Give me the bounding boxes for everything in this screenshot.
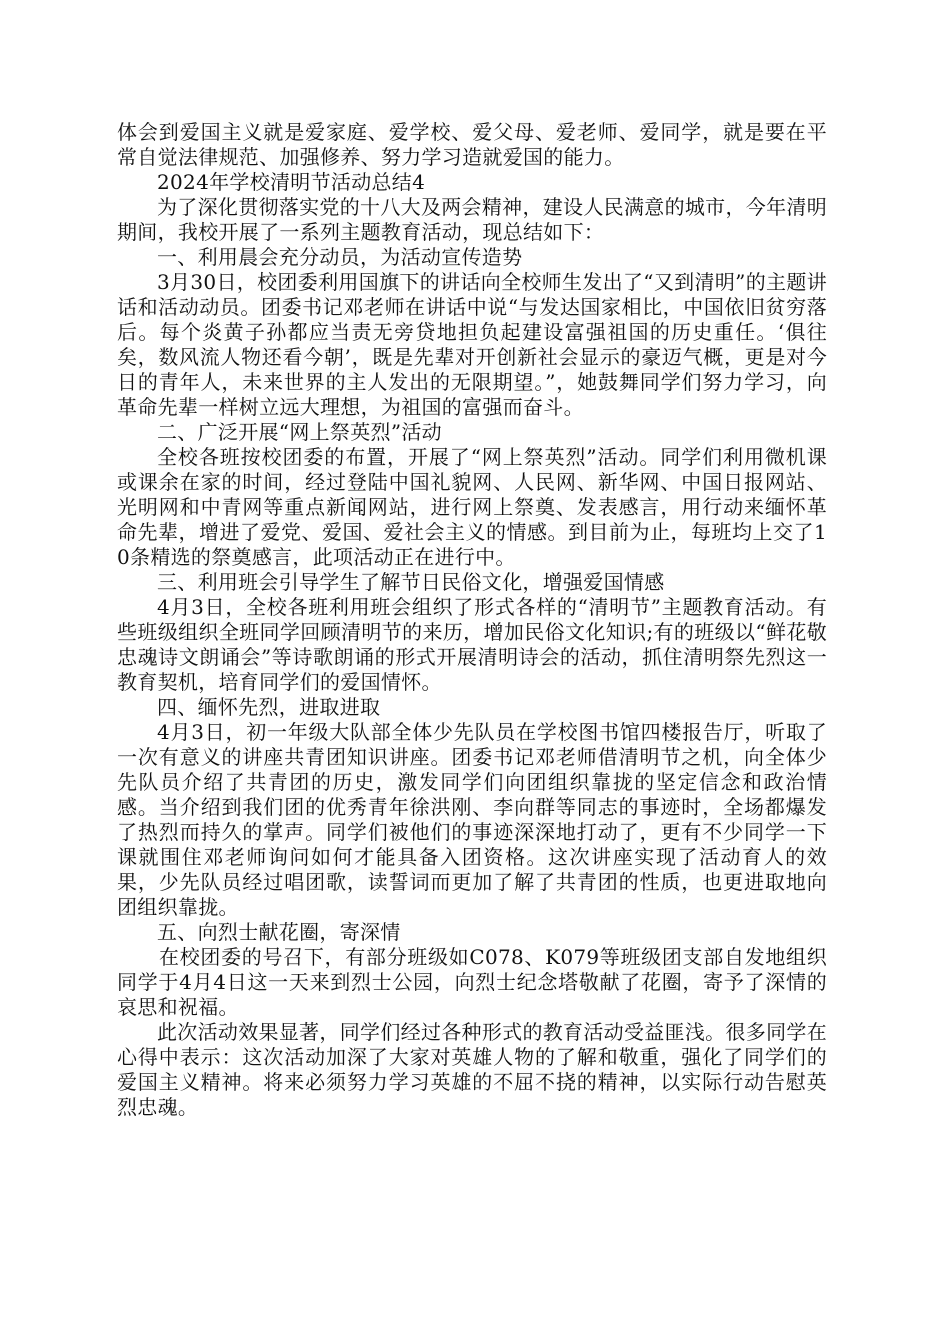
heading-two: 二、广泛开展“网上祭英烈”活动 bbox=[157, 420, 442, 444]
heading-five: 五、向烈士献花圈，寄深情 bbox=[157, 920, 401, 944]
paragraph-four: 4月3日，初一年级大队部全体少先队员在学校图书馆四楼报告厅，听取了一次有意义的讲座共青团知识讲座。团委书记邓老师借清明节之机，向全体少先队员介绍了共青团的历史，激发同学们向团组织靠拢的坚定信念和政治情感。当介绍到我们团的优秀青年徐洪刚、李向群等同志的事迹时，全场都爆发了热烈而持久的掌声。同学们被他们的事迹深深地打动了，更有不少同学一下课就围住邓老师询问如何才能具备入团资格。这次讲座实现了活动育人的效果，少先队员经过唱团歌，读誓词而更加了解了共青团的性质，也更进取地向团组织靠拢。 bbox=[117, 720, 827, 919]
paragraph-one: 3月30日，校团委利用国旗下的讲话向全校师生发出了“又到清明”的主题讲话和活动动员。团委书记邓老师在讲话中说“与发达国家相比，中国依旧贫穷落后。每个炎黄子孙都应当责无旁贷地担负起建设富强祖国的历史重任。‘俱往矣，数风流人物还看今朝’，既是先辈对开创新社会显示的豪迈气概，更是对今日的青年人，未来世界的主人发出的无限期望。”，她鼓舞同学们努力学习，向革命先辈一样树立远大理想，为祖国的富强而奋斗。 bbox=[117, 270, 827, 419]
document-body bbox=[117, 120, 827, 1120]
paragraph-five: 在校团委的号召下，有部分班级如C078、K079等班级团支部自发地组织同学于4月4日这一天来到烈士公园，向烈士纪念塔敬献了花圈，寄予了深情的哀思和祝福。 bbox=[117, 945, 827, 1019]
paragraph-continuation: 体会到爱国主义就是爱家庭、爱学校、爱父母、爱老师、爱同学，就是要在平常自觉法律规范、加强修养、努力学习造就爱国的能力。 bbox=[117, 120, 827, 169]
heading-four: 四、缅怀先烈，进取进取 bbox=[157, 695, 381, 719]
paragraph-two: 全校各班按校团委的布置，开展了“网上祭英烈”活动。同学们利用微机课或课余在家的时间，经过登陆中国礼貌网、人民网、新华网、中国日报网站、光明网和中青网等重点新闻网站，进行网上祭奠、发表感言，用行动来缅怀革命先辈，增进了爱党、爱国、爱社会主义的情感。到目前为止，每班均上交了10条精选的祭奠感言，此项活动正在进行中。 bbox=[117, 445, 827, 569]
paragraph-conclusion: 此次活动效果显著，同学们经过各种形式的教育活动受益匪浅。很多同学在心得中表示：这次活动加深了大家对英雄人物的了解和敬重，强化了同学们的爱国主义精神。将来必须努力学习英雄的不屈不挠的精神，以实际行动告慰英烈忠魂。 bbox=[117, 1020, 827, 1119]
paragraph-three: 4月3日，全校各班利用班会组织了形式各样的“清明节”主题教育活动。有些班级组织全班同学回顾清明节的来历，增加民俗文化知识;有的班级以“鲜花敬忠魂诗文朗诵会”等诗歌朗诵的形式开展清明诗会的活动，抓住清明祭先烈这一教育契机，培育同学们的爱国情怀。 bbox=[117, 595, 827, 694]
section-title: 2024年学校清明节活动总结4 bbox=[157, 170, 426, 194]
paragraph-intro: 为了深化贯彻落实党的十八大及两会精神，建设人民满意的城市，今年清明期间，我校开展了一系列主题教育活动，现总结如下： bbox=[117, 195, 827, 244]
heading-one: 一、利用晨会充分动员，为活动宣传造势 bbox=[157, 245, 523, 269]
heading-three: 三、利用班会引导学生了解节日民俗文化，增强爱国情感 bbox=[157, 570, 665, 594]
